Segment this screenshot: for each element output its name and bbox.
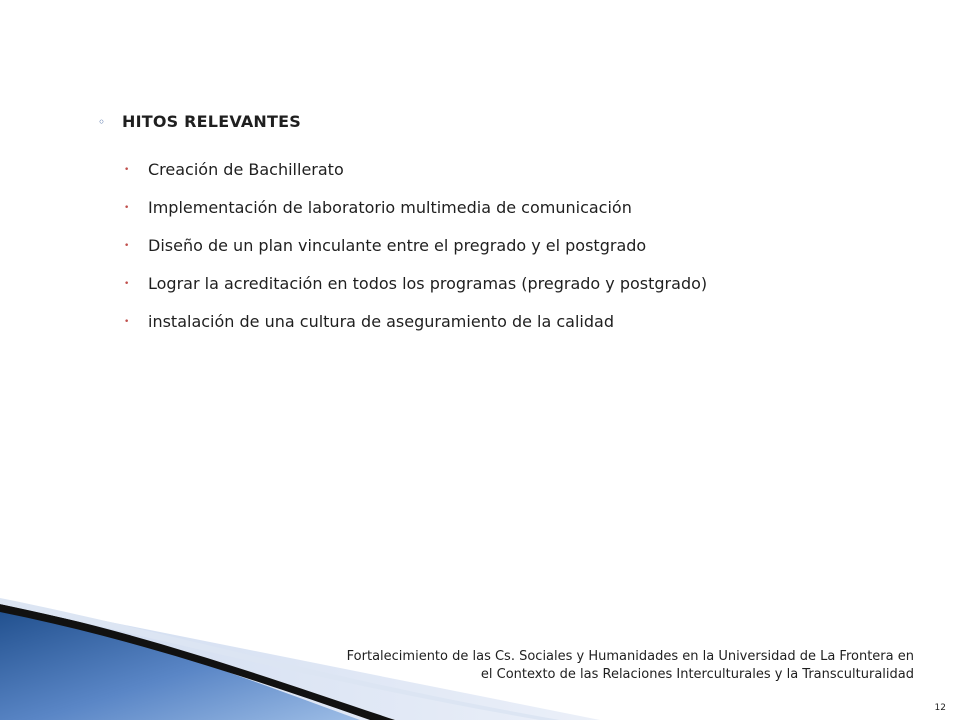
heading-bullet-icon: ◦ [98,115,106,129]
list-item-text: Diseño de un plan vinculante entre el pregrado y el postgrado [148,236,647,255]
bullet-icon: • [124,203,130,213]
footer-caption [274,648,914,684]
list-item [124,303,707,341]
list-item [124,151,707,189]
decorative-swoosh [0,560,600,720]
bullet-icon: • [124,165,130,175]
list-item [124,265,707,303]
list-item-text: instalación de una cultura de aseguramiento de la calidad [148,312,614,331]
list-item [124,227,707,265]
footer-line-2: el Contexto de las Relaciones Interculturales y la Transculturalidad [480,667,914,682]
heading-row [98,112,301,132]
list-item-text: Implementación de laboratorio multimedia de comunicación [148,198,632,217]
list-item-text: Lograr la acreditación en todos los programas (pregrado y postgrado) [148,274,708,293]
bullet-list [124,151,707,341]
page-number: 12 [934,703,946,713]
bullet-icon: • [124,279,130,289]
list-item-text: Creación de Bachillerato [148,160,344,179]
bullet-icon: • [124,317,130,327]
slide-heading: HITOS RELEVANTES [122,112,301,131]
footer-line-1: Fortalecimiento de las Cs. Sociales y Humanidades en la Universidad de La Frontera en [346,649,914,664]
list-item [124,189,707,227]
bullet-icon: • [124,241,130,251]
